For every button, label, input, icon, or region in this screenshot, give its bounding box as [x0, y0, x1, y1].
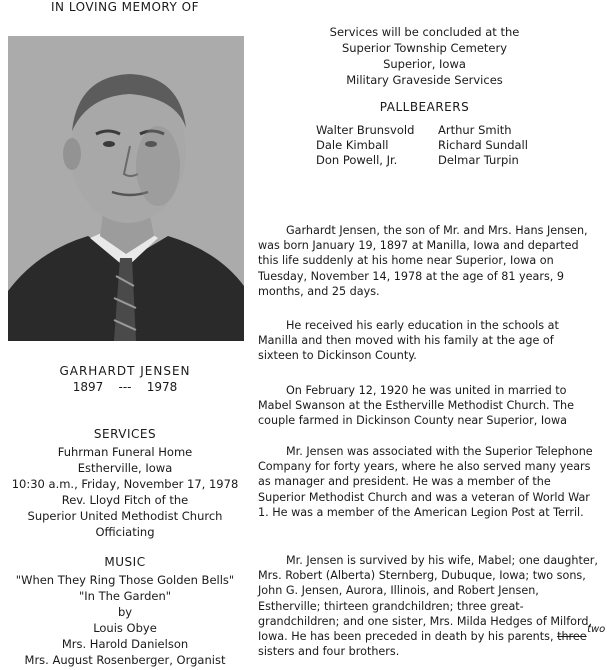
- pallbearer-name: Dale Kimball: [316, 138, 389, 152]
- music-section: [0, 554, 250, 668]
- biography-paragraph: [258, 553, 606, 659]
- conclusion-line: Military Graveside Services: [346, 73, 503, 87]
- biography-paragraph: [258, 444, 598, 520]
- conclusion-block: [252, 24, 597, 88]
- inserted-word: two: [587, 624, 606, 636]
- biography-text: Mr. Jensen was associated with the Superior Telephone Company for forty years, where he also served many years as manager and president. He was a member of the Superior Methodist Church and was a veteran of World War 1. He was a member of the American Legion Post at Terril.: [258, 445, 593, 519]
- portrait-photo: [8, 36, 244, 341]
- music-line: "In The Garden": [78, 589, 172, 603]
- pallbearer-name: Arthur Smith: [438, 123, 512, 137]
- music-line: Mrs. Harold Danielson: [61, 637, 189, 651]
- date-separator: ---: [118, 380, 132, 394]
- biography-text: Garhardt Jensen, the son of Mr. and Mrs. Hans Jensen, was born January 19, 1897 at Manilla, Iowa and departed this life suddenly at his home near Superior, Iowa on Tuesday, November 14, 1978 at the age of 81 years, 9 months, and 25 days.: [258, 224, 588, 298]
- music-line: by: [117, 605, 133, 619]
- struck-word: three: [557, 630, 587, 644]
- pallbearer-name: Walter Brunsvold: [316, 123, 415, 137]
- music-line: Mrs. August Rosenberger, Organist: [24, 653, 226, 667]
- music-line: "When They Ring Those Golden Bells": [15, 573, 235, 587]
- music-line: Louis Obye: [93, 621, 157, 635]
- biography-text: On February 12, 1920 he was united in married to Mabel Swanson at the Estherville Methodist Church. The couple farmed in Dickinson County near Superior, Iowa: [258, 384, 574, 428]
- services-line: Officiating: [95, 525, 155, 539]
- survivors-text: Mr. Jensen is survived by his wife, Mabel; one daughter, Mrs. Robert (Alberta) Sternberg, Dubuque, Iowa; two sons, John G. Jensen, Aurora, Illinois, and Robert Jensen, Estherville; thirteen grandchildren; three great-grandchildren; and one sister, Mrs. Milda Hedges of Milford, Iowa. He has been preceded in death by his parents,: [258, 554, 598, 644]
- services-line: Superior United Methodist Church: [27, 509, 223, 523]
- death-year: 1978: [146, 380, 178, 394]
- left-column: [0, 0, 250, 670]
- portrait-illustration: [8, 36, 244, 341]
- biography-paragraph: [258, 318, 598, 364]
- biography-paragraph: [258, 383, 598, 429]
- biography-paragraph: [258, 223, 598, 299]
- survivors-text-end: sisters and four brothers.: [258, 645, 400, 659]
- memory-header: IN LOVING MEMORY OF: [51, 0, 199, 14]
- services-section: [0, 426, 250, 540]
- life-dates: [0, 379, 250, 395]
- conclusion-line: Services will be concluded at the: [329, 25, 520, 39]
- services-line: Estherville, Iowa: [77, 461, 173, 475]
- birth-year: 1897: [72, 380, 104, 394]
- services-line: 10:30 a.m., Friday, November 17, 1978: [11, 477, 239, 491]
- services-heading: SERVICES: [93, 427, 157, 441]
- biography-text: [258, 553, 606, 659]
- right-column: [252, 0, 607, 670]
- services-line: Fuhrman Funeral Home: [57, 445, 193, 459]
- pallbearers-list: [316, 123, 556, 168]
- pallbearer-name: Don Powell, Jr.: [316, 153, 398, 167]
- conclusion-line: Superior Township Cemetery: [341, 41, 508, 55]
- music-heading: MUSIC: [104, 555, 146, 569]
- handwritten-correction: [557, 624, 606, 644]
- services-line: Rev. Lloyd Fitch of the: [61, 493, 189, 507]
- deceased-name-block: [0, 363, 250, 395]
- conclusion-line: Superior, Iowa: [383, 57, 466, 71]
- pallbearers-heading: PALLBEARERS: [379, 100, 470, 114]
- deceased-name: GARHARDT JENSEN: [59, 364, 191, 378]
- pallbearer-name: Richard Sundall: [438, 138, 528, 152]
- pallbearer-name: Delmar Turpin: [438, 153, 519, 167]
- biography-text: He received his early education in the schools at Manilla and then moved with his family at the age of sixteen to Dickinson County.: [258, 319, 559, 363]
